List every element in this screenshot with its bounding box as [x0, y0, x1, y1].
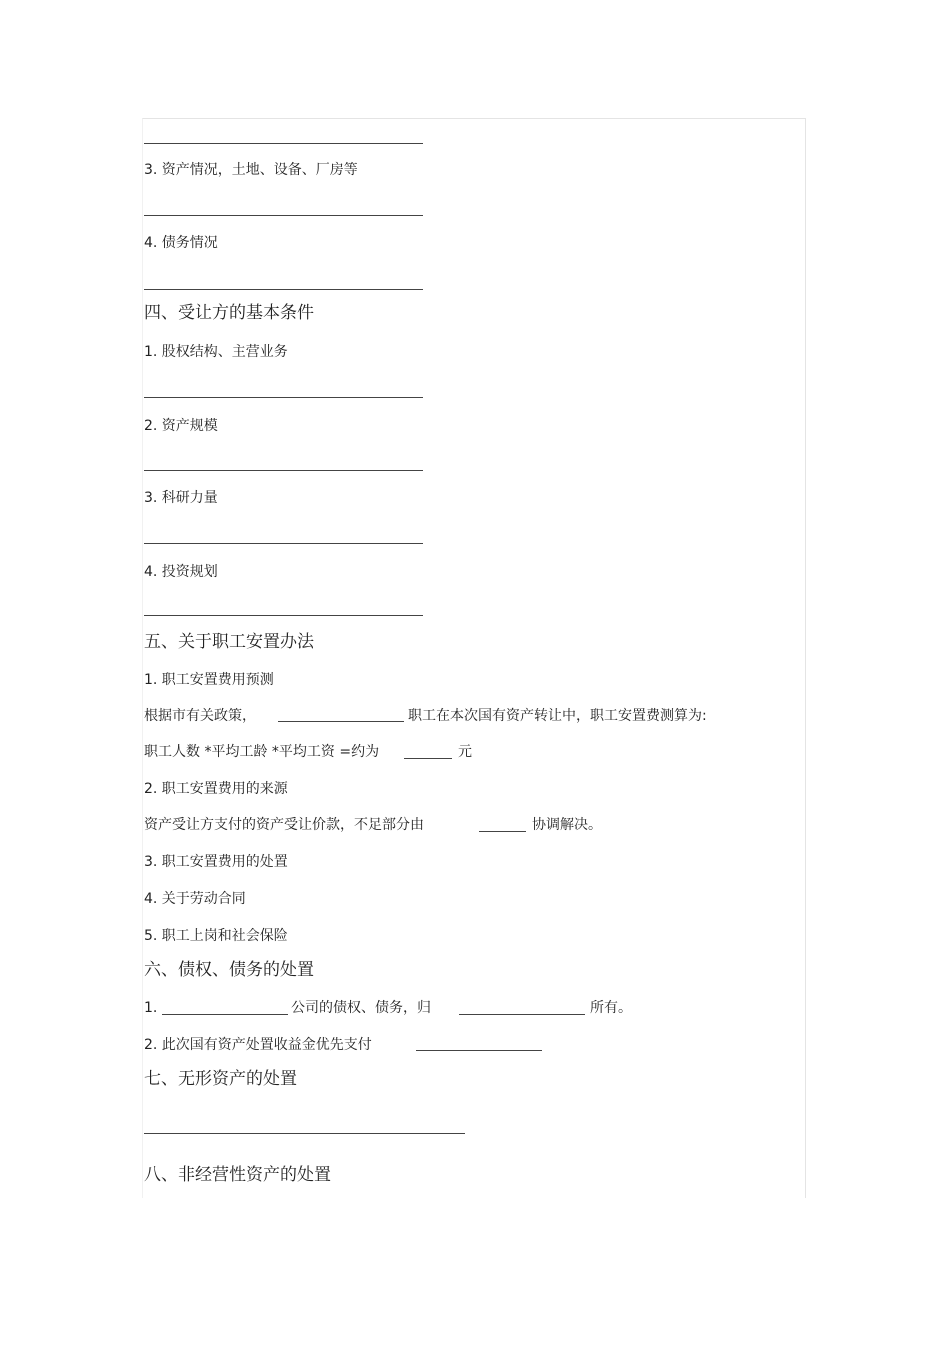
blank-field: [416, 1036, 542, 1051]
source-text-cont: 协调解决。: [532, 817, 602, 833]
blank-field: [479, 817, 526, 832]
section-4-heading: 四、受让方的基本条件: [144, 303, 314, 323]
asset-status-item: 3. 资产情况，土地、设备、厂房等: [144, 162, 358, 178]
employment-insurance-item: 5. 职工上岗和社会保险: [144, 928, 288, 944]
fill-line: [144, 143, 423, 144]
staff-cost-disposal-item: 3. 职工安置费用的处置: [144, 854, 288, 870]
fill-line: [144, 1133, 465, 1134]
blank-field: [459, 1000, 585, 1015]
section-7-heading: 七、无形资产的处置: [144, 1069, 297, 1089]
staff-cost-source-item: 2. 职工安置费用的来源: [144, 781, 288, 797]
equity-structure-item: 1. 股权结构、主营业务: [144, 344, 288, 360]
research-strength-item: 3. 科研力量: [144, 490, 218, 506]
fill-line: [144, 289, 423, 290]
fill-line: [144, 215, 423, 216]
policy-text-cont: 职工在本次国有资产转让中，职工安置费测算为:: [408, 708, 707, 724]
blank-field: [278, 707, 404, 722]
fill-line: [144, 615, 423, 616]
fill-line: [144, 470, 423, 471]
blank-field: [162, 1000, 288, 1015]
blank-field: [404, 744, 452, 759]
section-8-heading: 八、非经营性资产的处置: [144, 1165, 331, 1185]
investment-plan-item: 4. 投资规划: [144, 564, 218, 580]
unit-yuan: 元: [458, 744, 472, 760]
asset-scale-item: 2. 资产规模: [144, 418, 218, 434]
staff-cost-forecast-item: 1. 职工安置费用预测: [144, 672, 274, 688]
fill-line: [144, 543, 423, 544]
claims-item-number: 1.: [144, 1000, 158, 1016]
source-text: 资产受让方支付的资产受让价款，不足部分由: [144, 817, 424, 833]
proceeds-priority-item: 2. 此次国有资产处置收益金优先支付: [144, 1037, 372, 1053]
claims-item-text: 公司的债权、债务，归: [291, 1000, 431, 1016]
debt-status-item: 4. 债务情况: [144, 235, 218, 251]
section-6-heading: 六、债权、债务的处置: [144, 960, 314, 980]
fill-line: [144, 397, 423, 398]
formula-text: 职工人数 *平均工龄 *平均工资 =约为: [144, 744, 380, 760]
labor-contract-item: 4. 关于劳动合同: [144, 891, 246, 907]
claims-item-end: 所有。: [590, 1000, 632, 1016]
section-5-heading: 五、关于职工安置办法: [144, 632, 314, 652]
policy-text: 根据市有关政策，: [144, 708, 256, 724]
